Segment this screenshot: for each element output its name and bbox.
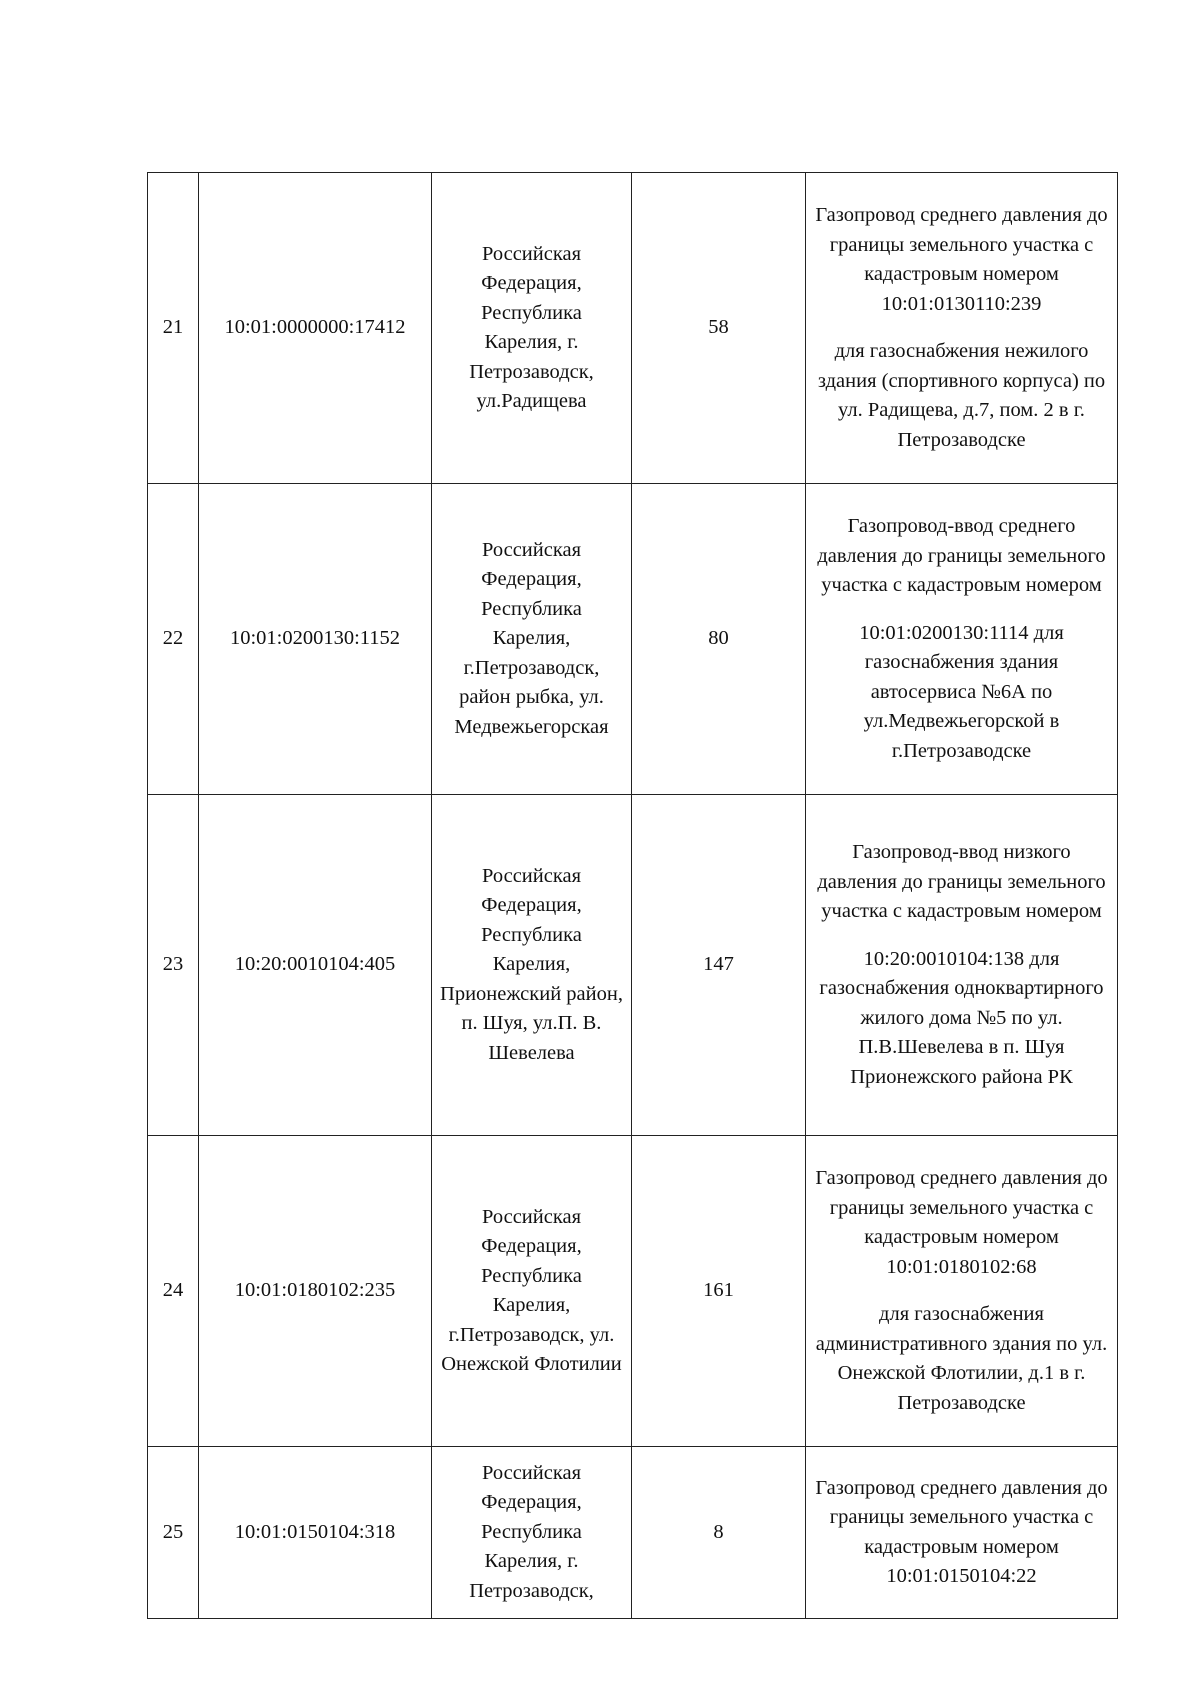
gas-pipeline-registry-table (147, 172, 1118, 1619)
cadastral-number-cell: 10:20:0010104:405 (199, 795, 432, 1136)
description-paragraph: Газопровод-ввод низкого давления до границы земельного участка с кадастровым номером (817, 841, 1106, 922)
description-cell (806, 1447, 1118, 1619)
address-cell: Российская Федерация, Республика Карелия, г. Петрозаводск, (432, 1447, 632, 1619)
row-number-cell: 24 (148, 1136, 199, 1447)
description-paragraph: Газопровод среднего давления до границы земельного участка с кадастровым номером 10:01:0180102:68 (815, 1167, 1108, 1278)
length-cell: 58 (632, 173, 806, 484)
length-cell: 147 (632, 795, 806, 1136)
row-number-cell: 25 (148, 1447, 199, 1619)
table-row (148, 795, 1118, 1136)
table-row (148, 484, 1118, 795)
description-paragraph: Газопровод-ввод среднего давления до границы земельного участка с кадастровым номером (817, 515, 1106, 596)
length-cell: 80 (632, 484, 806, 795)
description-cell (806, 795, 1118, 1136)
table-row (148, 1447, 1118, 1619)
row-number-cell: 21 (148, 173, 199, 484)
address-cell: Российская Федерация, Республика Карелия, г.Петрозаводск, ул. Онежской Флотилии (432, 1136, 632, 1447)
row-number-cell: 22 (148, 484, 199, 795)
length-cell: 161 (632, 1136, 806, 1447)
description-paragraph: Газопровод среднего давления до границы земельного участка с кадастровым номером 10:01:0130110:239 (815, 204, 1108, 315)
cadastral-number-cell: 10:01:0180102:235 (199, 1136, 432, 1447)
description-paragraph: для газоснабжения административного здания по ул. Онежской Флотилии, д.1 в г. Петрозаводске (815, 1303, 1108, 1414)
row-number-cell: 23 (148, 795, 199, 1136)
cadastral-number-cell: 10:01:0150104:318 (199, 1447, 432, 1619)
length-cell: 8 (632, 1447, 806, 1619)
description-paragraph: для газоснабжения нежилого здания (спортивного корпуса) по ул. Радищева, д.7, пом. 2 в г. Петрозаводске (817, 340, 1106, 451)
address-cell: Российская Федерация, Республика Карелия, г.Петрозаводск, район рыбка, ул. Медвежьегорская (432, 484, 632, 795)
description-paragraph: Газопровод среднего давления до границы земельного участка с кадастровым номером 10:01:0150104:22 (815, 1476, 1108, 1587)
cadastral-number-cell: 10:01:0000000:17412 (199, 173, 432, 484)
table-row (148, 1136, 1118, 1447)
table-row (148, 173, 1118, 484)
description-cell (806, 173, 1118, 484)
description-cell (806, 484, 1118, 795)
description-cell (806, 1136, 1118, 1447)
cadastral-number-cell: 10:01:0200130:1152 (199, 484, 432, 795)
address-cell: Российская Федерация, Республика Карелия, Прионежский район, п. Шуя, ул.П. В. Шевелева (432, 795, 632, 1136)
description-paragraph: 10:01:0200130:1114 для газоснабжения здания автосервиса №6А по ул.Медвежьегорской в г.Петрозаводске (859, 621, 1064, 762)
address-cell: Российская Федерация, Республика Карелия, г. Петрозаводск, ул.Радищева (432, 173, 632, 484)
description-paragraph: 10:20:0010104:138 для газоснабжения одноквартирного жилого дома №5 по ул. П.В.Шевелева в п. Шуя Прионежского района РК (819, 947, 1104, 1088)
